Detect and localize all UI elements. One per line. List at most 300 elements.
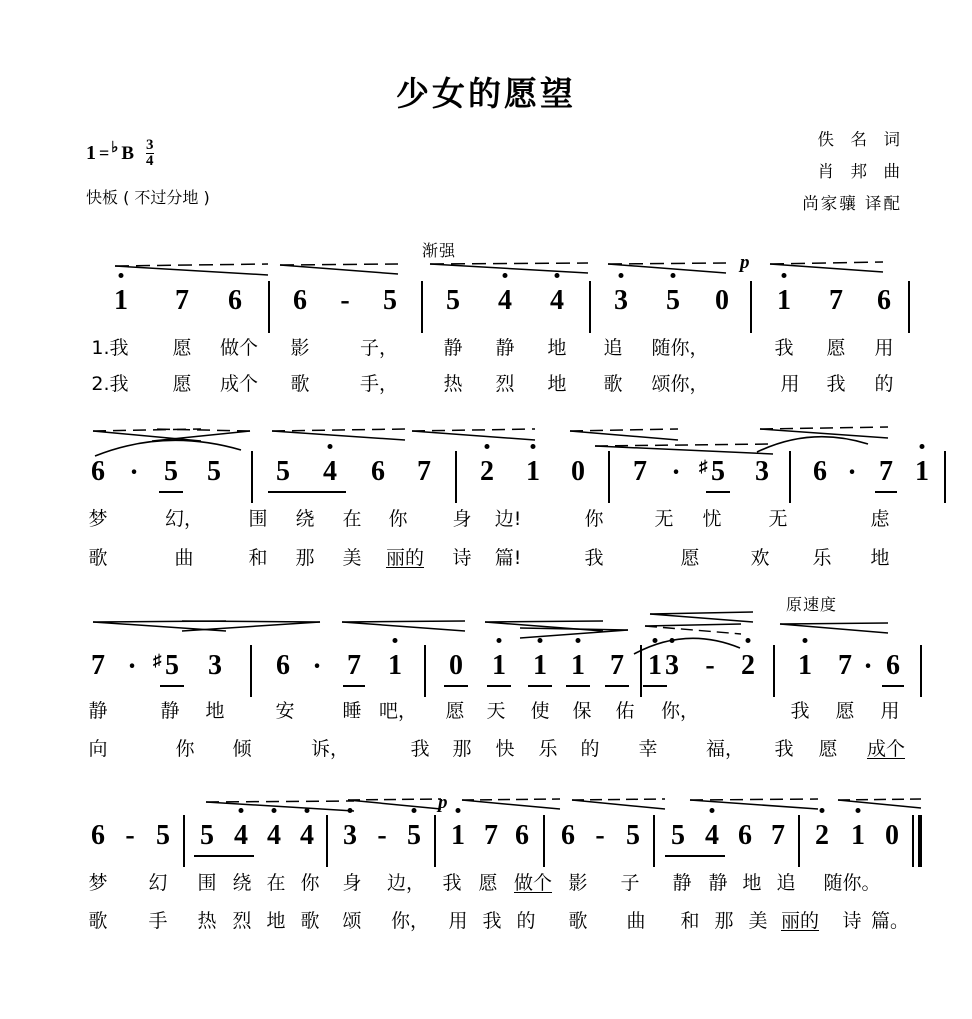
note: 3: [208, 650, 222, 681]
lyric: 歌: [88, 547, 108, 569]
note: 1: [798, 650, 812, 682]
lyric: 成个: [866, 738, 906, 760]
note: 1: [648, 650, 662, 682]
barline: [798, 815, 800, 867]
hairpin-cresc: [280, 262, 400, 278]
note: 3: [614, 285, 628, 317]
key-doh: 1: [86, 142, 96, 165]
hairpin-cresc: [760, 426, 890, 442]
lyric: 身: [342, 872, 362, 894]
lyric: 福，: [705, 738, 745, 760]
note: 1: [388, 650, 402, 682]
note: 7: [771, 820, 785, 851]
page-title: 少女的愿望: [396, 74, 576, 113]
lyric: 的: [516, 910, 536, 932]
lyric: 地: [870, 547, 890, 569]
hairpin-cresc: [770, 261, 885, 277]
lyric: 手: [148, 910, 168, 932]
lyric: 静: [443, 337, 463, 359]
note: 7: [484, 820, 498, 851]
note: 1: [851, 820, 865, 852]
lyric: 篇。: [870, 910, 910, 932]
lyric: 歌: [290, 373, 310, 395]
lyric: 曲: [174, 547, 194, 569]
lyric: 静: [672, 872, 692, 894]
duration-dot: ·: [312, 651, 322, 682]
octave-dot-icon: [671, 273, 676, 278]
octave-dot-icon: [710, 808, 715, 813]
lyric: 绕: [295, 508, 315, 530]
octave-dot-icon: [555, 273, 560, 278]
lyric: 你: [175, 738, 195, 760]
note-row-4: [0, 820, 972, 866]
barline: [750, 281, 752, 333]
credit-composer: 肖 邦 曲: [817, 162, 902, 182]
lyric: 我: [774, 337, 794, 359]
note: 5: [164, 456, 178, 488]
dynamic-piano-1: p: [740, 252, 750, 273]
lyric: 的: [874, 373, 894, 395]
note: 5: [207, 456, 221, 487]
beam: [566, 685, 590, 687]
lyric: 愿: [478, 872, 498, 894]
octave-dot-icon: [670, 638, 675, 643]
octave-dot-icon: [503, 273, 508, 278]
lyric: 我: [774, 738, 794, 760]
lyric-row-verse2: [0, 369, 972, 401]
note: 6: [561, 820, 575, 851]
lyric: 成个: [219, 373, 259, 395]
lyric: 愿: [172, 337, 192, 359]
lyric: 丽的: [385, 547, 425, 569]
hairpin-cresc: [152, 428, 252, 444]
barline: [455, 451, 457, 503]
note: 4: [267, 820, 281, 852]
key-time-signature: [86, 138, 154, 170]
note-row-1: [0, 285, 972, 331]
note: 2: [815, 820, 829, 852]
octave-dot-icon: [820, 808, 825, 813]
note: 5: [446, 285, 460, 316]
lyric: 边!: [494, 508, 522, 530]
duration-dot: ·: [127, 651, 137, 682]
beam: [882, 685, 904, 687]
lyric: 诗: [452, 547, 472, 569]
note: 4: [550, 285, 564, 317]
lyric: 无: [768, 508, 788, 530]
barline: [183, 815, 185, 867]
note: 1: [533, 650, 547, 682]
hairpin-cresc: [206, 800, 356, 816]
note: 5: [200, 820, 214, 851]
note: 4: [300, 820, 314, 852]
lyric: 静: [160, 700, 180, 722]
lyric: 虑: [870, 508, 890, 530]
note: 5: [407, 820, 421, 852]
note: 4: [234, 820, 248, 852]
hairpin-cresc: [348, 798, 443, 814]
note: 5: [383, 285, 397, 316]
hairpin-cresc: [115, 262, 270, 278]
note: 7: [633, 456, 647, 487]
lyric: 愿: [445, 700, 465, 722]
note: 1: [114, 285, 128, 317]
lyric: 我: [584, 547, 604, 569]
beam: [343, 685, 365, 687]
octave-dot-icon: [456, 808, 461, 813]
lyric: 热: [443, 373, 463, 395]
note: 1: [451, 820, 465, 852]
lyric: 诗: [842, 910, 862, 932]
lyric: 用: [780, 373, 800, 395]
note: 6: [293, 285, 307, 316]
time-signature: [146, 138, 154, 170]
lyric: 美: [748, 910, 768, 932]
lyric: 和: [248, 547, 268, 569]
octave-dot-icon: [348, 808, 353, 813]
key-letter: B: [121, 142, 135, 164]
barline: [326, 815, 328, 867]
note: 4: [323, 456, 337, 488]
lyric-row-verse1: [0, 333, 972, 365]
barline: [251, 451, 253, 503]
octave-dot-icon: [856, 808, 861, 813]
note: 6: [91, 456, 105, 487]
lyric: 天: [486, 700, 506, 722]
hairpin-cresc: [182, 620, 322, 636]
lyric: 乐: [812, 547, 832, 569]
lyric: 热: [197, 910, 217, 932]
lyric: 烈: [495, 373, 515, 395]
octave-dot-icon: [920, 444, 925, 449]
lyric: 愿: [172, 373, 192, 395]
lyric: 追: [776, 872, 796, 894]
lyric-row-verse2: [0, 906, 972, 938]
note-row-3: [0, 650, 972, 696]
barline: [789, 451, 791, 503]
hairpin-dim: [608, 261, 728, 277]
lyric: 2.我: [91, 373, 129, 395]
lyric: 手，: [359, 373, 399, 395]
duration-dot: ·: [847, 457, 857, 488]
lyric: 歌: [300, 910, 320, 932]
lyric: 曲: [626, 910, 646, 932]
lyric: 静: [88, 700, 108, 722]
lyric: 欢: [750, 547, 770, 569]
credit-translator: 尚家骧 译配: [802, 194, 902, 214]
note: 7: [829, 285, 843, 316]
lyric: 地: [266, 910, 286, 932]
note: -: [705, 650, 715, 681]
octave-dot-icon: [119, 273, 124, 278]
hairpin-cresc: [645, 624, 743, 638]
lyric: 做个: [513, 872, 553, 894]
lyric: 那: [714, 910, 734, 932]
hairpin-dim: [838, 798, 923, 814]
octave-dot-icon: [328, 444, 333, 449]
lyric: 影: [568, 872, 588, 894]
lyric-row-verse2: [0, 543, 972, 575]
octave-dot-icon: [531, 444, 536, 449]
note: 4: [498, 285, 512, 317]
time-denominator: 4: [146, 153, 154, 170]
octave-dot-icon: [619, 273, 624, 278]
barline: [944, 451, 946, 503]
note: 0: [715, 285, 729, 316]
lyric: 幸: [638, 738, 658, 760]
note: 5: [276, 456, 290, 487]
octave-dot-icon: [412, 808, 417, 813]
lyric: 围: [248, 508, 268, 530]
credit-lyricist: 佚 名 词: [817, 130, 902, 149]
hairpin-cresc: [570, 428, 680, 444]
lyric: 幻，: [164, 508, 204, 530]
hairpin-cresc: [572, 798, 667, 814]
a-tempo-label: 原速度: [786, 595, 838, 614]
lyric: 使: [530, 700, 550, 722]
octave-dot-icon: [576, 638, 581, 643]
lyric: 忧: [702, 508, 722, 530]
hairpin-cresc: [462, 798, 562, 814]
octave-dot-icon: [497, 638, 502, 643]
note: 2: [480, 456, 494, 488]
hairpin-dim: [342, 620, 467, 636]
lyric: 歌: [568, 910, 588, 932]
beam: [159, 491, 183, 493]
note: 6: [228, 285, 242, 316]
lyric: 的: [580, 738, 600, 760]
crescendo-label-1: 渐强: [422, 241, 457, 260]
octave-dot-icon: [782, 273, 787, 278]
lyric: 安: [275, 700, 295, 722]
hairpin-dim: [780, 622, 890, 638]
beam: [643, 685, 667, 687]
octave-dot-icon: [239, 808, 244, 813]
beam: [528, 685, 552, 687]
barline: [640, 645, 642, 697]
tempo-marking: 快板 ( 不过分地 ): [86, 188, 210, 207]
lyric: 身: [452, 508, 472, 530]
lyric: 乐: [538, 738, 558, 760]
note: 3: [343, 820, 357, 852]
note: 6: [738, 820, 752, 851]
beam: [194, 855, 254, 857]
lyric: 我: [410, 738, 430, 760]
note: -: [340, 285, 350, 316]
lyric: 影: [290, 337, 310, 359]
note: 6: [877, 285, 891, 316]
lyric: 做个: [219, 337, 259, 359]
note: -: [377, 820, 387, 851]
hairpin-cresc: [272, 428, 407, 444]
barline: [608, 451, 610, 503]
note: 7: [838, 650, 852, 681]
lyric: 梦: [88, 508, 108, 530]
note: -: [595, 820, 605, 851]
beam: [706, 491, 730, 493]
key-flat-icon: ♭: [111, 140, 119, 157]
note: 5: [666, 285, 680, 317]
lyric: 用: [880, 700, 900, 722]
lyric: 歌: [88, 910, 108, 932]
lyric: 子: [620, 872, 640, 894]
lyric: 我: [482, 910, 502, 932]
lyric: 我: [826, 373, 846, 395]
octave-dot-icon: [653, 638, 658, 643]
lyric: 歌: [603, 373, 623, 395]
octave-dot-icon: [803, 638, 808, 643]
lyric: 用: [874, 337, 894, 359]
note: 6: [886, 650, 900, 682]
note: 3: [665, 650, 679, 682]
lyric: 随你。: [823, 872, 881, 894]
lyric: 愿: [818, 738, 838, 760]
lyric: 倾: [232, 738, 252, 760]
note: 0: [571, 456, 585, 487]
barline: [250, 645, 252, 697]
lyric: 篇!: [494, 547, 522, 569]
lyric: 吧，: [378, 700, 418, 722]
lyric-row-verse2: [0, 734, 972, 766]
barline: [773, 645, 775, 697]
lyric: 和: [680, 910, 700, 932]
note: 0: [885, 820, 899, 851]
lyric: 地: [547, 373, 567, 395]
lyric: 幻: [148, 872, 168, 894]
beam: [444, 685, 468, 687]
lyric: 佑: [615, 700, 635, 722]
lyric: 保: [572, 700, 592, 722]
lyric: 美: [342, 547, 362, 569]
key-equals: =: [99, 143, 110, 164]
note: 1: [777, 285, 791, 317]
note: -: [125, 820, 135, 851]
lyric: 向: [88, 738, 108, 760]
dynamic-piano-2: p: [438, 792, 448, 813]
note: 0: [449, 650, 463, 682]
octave-dot-icon: [393, 638, 398, 643]
lyric: 愿: [680, 547, 700, 569]
lyric: 你，: [660, 700, 700, 722]
lyric: 边，: [386, 872, 426, 894]
sharp-icon: ♯: [153, 651, 162, 670]
lyric: 静: [708, 872, 728, 894]
lyric: 随你，: [651, 337, 709, 359]
lyric: 愿: [835, 700, 855, 722]
lyric-row-verse1: [0, 696, 972, 728]
lyric: 无: [654, 508, 674, 530]
note: 6: [371, 456, 385, 487]
duration-dot: ·: [863, 651, 873, 682]
lyric: 静: [495, 337, 515, 359]
beam: [160, 685, 184, 687]
lyric: 地: [742, 872, 762, 894]
lyric: 绕: [232, 872, 252, 894]
note: 7: [91, 650, 105, 681]
sharp-icon: ♯: [699, 457, 708, 476]
lyric: 那: [295, 547, 315, 569]
lyric: 丽的: [780, 910, 820, 932]
lyric-row-verse1: [0, 504, 972, 536]
barline: [434, 815, 436, 867]
barline: [421, 281, 423, 333]
barline: [908, 281, 910, 333]
lyric: 子，: [359, 337, 399, 359]
hairpin-dim: [412, 428, 537, 444]
lyric: 地: [205, 700, 225, 722]
lyric: 你: [388, 508, 408, 530]
lyric: 我: [442, 872, 462, 894]
note: 7: [417, 456, 431, 487]
note: 6: [515, 820, 529, 851]
note: 1: [571, 650, 585, 682]
lyric: 追: [603, 337, 623, 359]
note: 4: [705, 820, 719, 852]
lyric: 你: [300, 872, 320, 894]
lyric: 我: [790, 700, 810, 722]
lyric: 围: [197, 872, 217, 894]
octave-dot-icon: [272, 808, 277, 813]
lyric: 梦: [88, 872, 108, 894]
barline: [920, 645, 922, 697]
lyric: 烈: [232, 910, 252, 932]
note: 1: [915, 456, 929, 488]
barline: [653, 815, 655, 867]
note: 7: [610, 650, 624, 682]
time-numerator: 3: [146, 137, 154, 153]
note: ♯ 5: [165, 650, 179, 682]
note: 5: [671, 820, 685, 851]
lyric: 快: [495, 738, 515, 760]
note: 1: [492, 650, 506, 682]
note: 1: [526, 456, 540, 488]
lyric: 地: [547, 337, 567, 359]
note: 7: [347, 650, 361, 682]
lyric-row-verse1: [0, 868, 972, 900]
octave-dot-icon: [485, 444, 490, 449]
note: 5: [626, 820, 640, 851]
octave-dot-icon: [746, 638, 751, 643]
note: 5: [156, 820, 170, 851]
note: 7: [175, 285, 189, 316]
note: 6: [276, 650, 290, 681]
lyric: 1.我: [91, 337, 129, 359]
lyric: 愿: [826, 337, 846, 359]
lyric: 在: [266, 872, 286, 894]
note: 6: [91, 820, 105, 851]
note: 6: [813, 456, 827, 487]
octave-dot-icon: [538, 638, 543, 643]
lyric: 在: [342, 508, 362, 530]
beam: [665, 855, 725, 857]
note: 7: [879, 456, 893, 488]
hairpin-cresc: [650, 612, 755, 626]
hairpin-cresc: [430, 261, 590, 277]
credits-block: [802, 124, 902, 221]
lyric: 你: [584, 508, 604, 530]
note: 2: [741, 650, 755, 682]
note-row-2: [0, 456, 972, 502]
beam: [268, 491, 346, 493]
lyric: 那: [452, 738, 472, 760]
lyric: 睡: [342, 700, 362, 722]
beam: [605, 685, 629, 687]
lyric: 你，: [390, 910, 430, 932]
lyric: 颂你，: [651, 373, 709, 395]
lyric: 诉，: [310, 738, 350, 760]
barline: [543, 815, 545, 867]
duration-dot: ·: [129, 457, 139, 488]
